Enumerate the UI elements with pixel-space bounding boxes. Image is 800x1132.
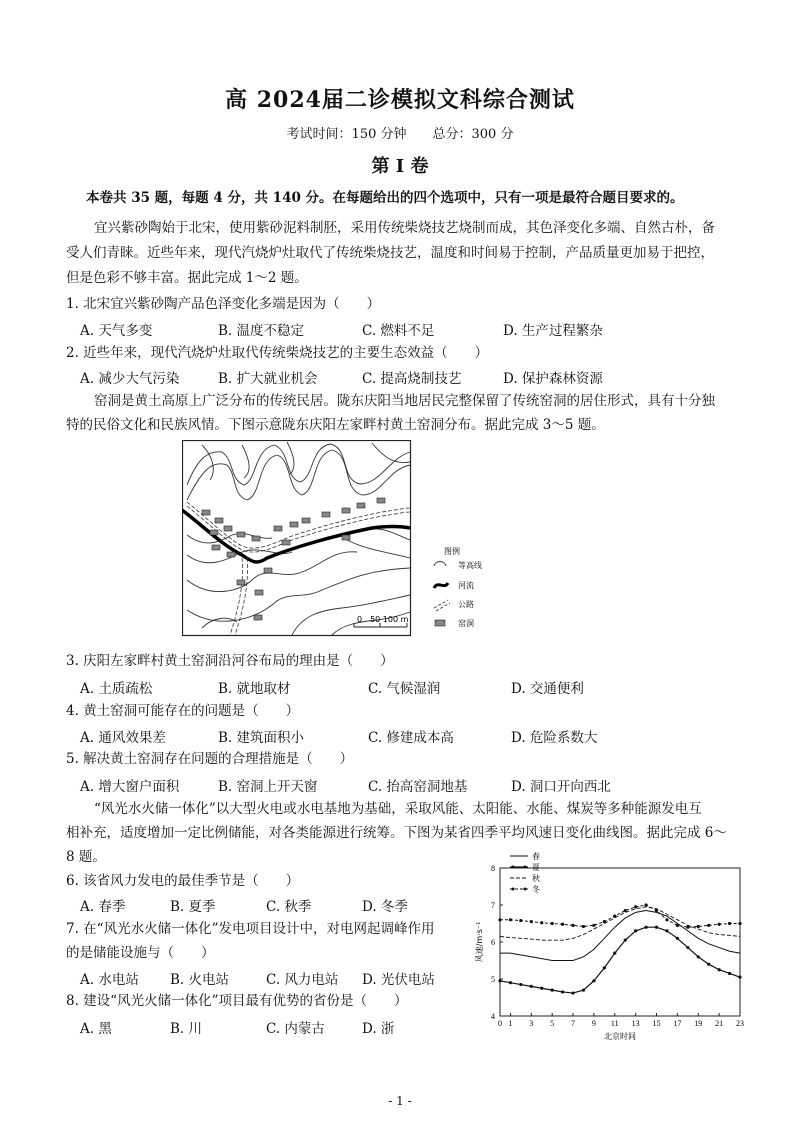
series-point-3 [644, 903, 647, 906]
x-tick-label: 0 [498, 1019, 502, 1028]
series-point-3 [718, 923, 721, 926]
series-line-2 [500, 907, 740, 940]
q2-option-b[interactable]: B. 扩大就业机会 [218, 371, 318, 387]
passage2-line1: 窑洞是黄土高原上广泛分布的传统民居。陇东庆阳当地居民完整保留了传统窑洞的居住形式，具有十分独 [94, 393, 715, 409]
x-tick-label: 11 [610, 1019, 619, 1028]
q4-option-b[interactable]: B. 建筑面积小 [218, 730, 305, 746]
series-point-3 [738, 922, 741, 925]
q2-option-a[interactable]: A. 减少大气污染 [80, 371, 180, 387]
passage3-line3: 8 题。 [66, 849, 106, 865]
series-point-1 [498, 979, 501, 982]
legend-label-0: 春 [532, 852, 540, 861]
series-point-3 [498, 918, 501, 921]
q2-option-d[interactable]: D. 保护森林资源 [503, 371, 603, 387]
x-tick-label: 19 [694, 1019, 703, 1028]
series-point-3 [571, 924, 574, 927]
q6-option-b[interactable]: B. 夏季 [170, 899, 216, 915]
series-point-1 [718, 968, 721, 971]
series-point-1 [571, 991, 574, 994]
q1-option-c[interactable]: C. 燃料不足 [362, 323, 435, 339]
q2-stem: 2. 近些年来，现代汽烧炉灶取代传统柴烧技艺的主要生态效益（ ） [66, 345, 489, 361]
y-tick-label: 4 [491, 1012, 495, 1021]
q8-option-b[interactable]: B. 川 [170, 1021, 203, 1037]
series-point-3 [624, 909, 627, 912]
series-point-3 [603, 920, 606, 923]
wind-speed-chart [470, 850, 750, 1050]
series-point-3 [634, 905, 637, 908]
x-tick-label: 3 [529, 1019, 534, 1028]
y-tick-label: 7 [491, 901, 495, 910]
legend-road: 公路 [458, 600, 474, 609]
map-legend [434, 546, 482, 628]
series-point-1 [655, 926, 658, 929]
series-point-3 [509, 918, 512, 921]
series-point-1 [613, 952, 616, 955]
q4-option-a[interactable]: A. 通风效果差 [80, 730, 166, 746]
passage3-line1: “风光水火储一体化”以大型火电或水电基地为基础，采取风能、太阳能、水能、煤炭等多种能源发电互 [94, 801, 702, 817]
series-point-1 [634, 929, 637, 932]
series-point-3 [665, 918, 668, 921]
series-point-1 [551, 989, 554, 992]
legend-marker-3 [524, 888, 527, 891]
legend-yaodong: 窑洞 [458, 619, 474, 628]
legend-river: 河流 [458, 581, 474, 590]
q8-stem: 8. 建设“风光火储一体化”项目最有优势的省份是（ ） [66, 993, 408, 1009]
passage1-line1: 宜兴紫砂陶始于北宋，使用紫砂泥料制胚，采用传统柴烧技艺烧制而成，其色泽变化多端、自然古朴，备 [94, 220, 715, 236]
page-number: - 1 - [388, 1094, 412, 1108]
series-point-1 [686, 946, 689, 949]
q5-stem: 5. 解决黄土窑洞存在问题的合理措施是（ ） [66, 751, 354, 767]
x-tick-label: 21 [715, 1019, 724, 1028]
series-point-1 [665, 929, 668, 932]
q3-stem: 3. 庆阳左家畔村黄土窑洞沿河谷布局的理由是（ ） [66, 653, 394, 669]
series-point-3 [582, 925, 585, 928]
series-point-3 [530, 920, 533, 923]
q5-option-b[interactable]: B. 窑洞上开天窗 [218, 779, 318, 795]
x-tick-label: 1 [508, 1019, 513, 1028]
q3-option-c[interactable]: C. 气候湿润 [368, 681, 441, 697]
y-tick-label: 8 [491, 864, 495, 873]
q5-option-c[interactable]: C. 抬高窑洞地基 [368, 779, 468, 795]
x-tick-label: 9 [591, 1019, 596, 1028]
q5-option-a[interactable]: A. 增大窗户面积 [80, 779, 180, 795]
series-point-1 [582, 989, 585, 992]
series-point-1 [519, 983, 522, 986]
legend-marker-1 [512, 866, 515, 869]
passage3-line2: 相补充，适度增加一定比例储能，对各类能源进行统筹。下图为某省四季平均风速日变化曲线图。据此完成 6～ [66, 825, 727, 841]
legend-label-2: 秋 [532, 874, 540, 883]
series-point-1 [530, 985, 533, 988]
exam-meta: 考试时间：150 分钟 总分：300 分 [286, 127, 514, 142]
q6-option-c[interactable]: C. 秋季 [266, 899, 312, 915]
series-point-1 [509, 981, 512, 984]
series-point-3 [655, 909, 658, 912]
exam-title: 高 2024届二诊模拟文科综合测试 [225, 87, 575, 113]
series-point-3 [707, 924, 710, 927]
q3-option-a[interactable]: A. 土质疏松 [80, 681, 153, 697]
legend-marker-3 [512, 888, 515, 891]
q1-stem: 1. 北宋宜兴紫砂陶产品色泽变化多端是因为（ ） [66, 296, 381, 312]
series-point-3 [686, 926, 689, 929]
scale-label: 0 50 100 m [357, 615, 409, 624]
x-tick-label: 15 [652, 1019, 661, 1028]
q7-stem-line2: 的是储能设施与（ ） [66, 945, 215, 961]
q6-option-d[interactable]: D. 冬季 [362, 899, 408, 915]
series-point-1 [728, 972, 731, 975]
x-tick-label: 5 [550, 1019, 555, 1028]
legend-label-1: 夏 [532, 863, 540, 872]
series-point-3 [519, 919, 522, 922]
q6-stem: 6. 该省风力发电的最佳季节是（ ） [66, 873, 300, 889]
series-line-3 [500, 905, 740, 927]
series-point-1 [603, 966, 606, 969]
passage2-line2: 特的民俗文化和民族风情。下图示意陇东庆阳左家畔村黄土窑洞分布。据此完成 3～5 题。 [66, 417, 605, 433]
q8-option-d[interactable]: D. 浙 [362, 1021, 395, 1037]
series-line-1 [500, 927, 740, 993]
yaodong-map [182, 440, 492, 640]
x-axis-label: 北京时间 [604, 1032, 636, 1041]
legend-contour: 等高线 [458, 561, 482, 570]
series-point-1 [592, 979, 595, 982]
x-tick-label: 7 [571, 1019, 576, 1028]
section-heading: 第 I 卷 [371, 156, 429, 177]
q8-option-c[interactable]: C. 内蒙古 [266, 1021, 325, 1037]
q1-option-a[interactable]: A. 天气多变 [80, 323, 153, 339]
x-tick-label: 13 [631, 1019, 640, 1028]
series-point-1 [644, 926, 647, 929]
q8-option-a[interactable]: A. 黑 [80, 1021, 112, 1037]
y-tick-label: 6 [491, 938, 495, 947]
x-tick-label: 17 [673, 1019, 682, 1028]
q5-option-d[interactable]: D. 洞口开向西北 [511, 779, 611, 795]
series-point-1 [624, 939, 627, 942]
legend-marker-1 [524, 866, 527, 869]
map-svg [182, 440, 492, 640]
series-line-0 [500, 911, 740, 961]
q1-option-b[interactable]: B. 温度不稳定 [218, 323, 305, 339]
passage1-line3: 但是色彩不够丰富。据此完成 1～2 题。 [66, 270, 308, 286]
wind-chart-svg [470, 850, 750, 1050]
series-point-1 [738, 976, 741, 979]
legend-label-3: 冬 [532, 885, 540, 894]
legend-title: 图例 [444, 547, 460, 556]
q4-stem: 4. 黄土窑洞可能存在的问题是（ ） [66, 703, 300, 719]
series-point-3 [728, 922, 731, 925]
x-tick-label: 23 [736, 1019, 744, 1028]
y-tick-label: 5 [491, 975, 495, 984]
series-point-1 [561, 990, 564, 993]
series-point-1 [707, 963, 710, 966]
series-point-1 [676, 937, 679, 940]
q7-option-b[interactable]: B. 火电站 [170, 972, 230, 988]
series-point-3 [551, 922, 554, 925]
series-point-3 [540, 921, 543, 924]
q7-stem-line1: 7. 在“风光水火储一体化”发电项目设计中，对电网起调峰作用 [66, 921, 435, 937]
q3-option-b[interactable]: B. 就地取材 [218, 681, 291, 697]
q7-option-a[interactable]: A. 水电站 [80, 972, 139, 988]
instruction: 本卷共 35 题，每题 4 分，共 140 分。在每题给出的四个选项中，只有一项是最符合题目要求的。 [86, 190, 684, 206]
y-axis-label: 风速/m·s⁻¹ [475, 921, 484, 963]
q7-option-c[interactable]: C. 风力电站 [266, 972, 339, 988]
series-point-1 [697, 955, 700, 958]
q1-option-d[interactable]: D. 生产过程繁杂 [503, 323, 603, 339]
q6-option-a[interactable]: A. 春季 [80, 899, 126, 915]
series-point-3 [561, 923, 564, 926]
series-point-3 [676, 924, 679, 927]
q3-option-d[interactable]: D. 交通便利 [511, 681, 584, 697]
series-point-3 [613, 915, 616, 918]
q2-option-c[interactable]: C. 提高烧制技艺 [362, 371, 462, 387]
q4-option-d[interactable]: D. 危险系数大 [511, 730, 598, 746]
q4-option-c[interactable]: C. 修建成本高 [368, 730, 454, 746]
passage1-line2: 受人们青睐。近些年来，现代汽烧炉灶取代了传统柴烧技艺，温度和时间易于控制，产品质量更加易于把控， [66, 245, 714, 261]
series-point-3 [592, 924, 595, 927]
series-point-3 [697, 925, 700, 928]
q7-option-d[interactable]: D. 光伏电站 [362, 972, 435, 988]
series-point-1 [540, 987, 543, 990]
